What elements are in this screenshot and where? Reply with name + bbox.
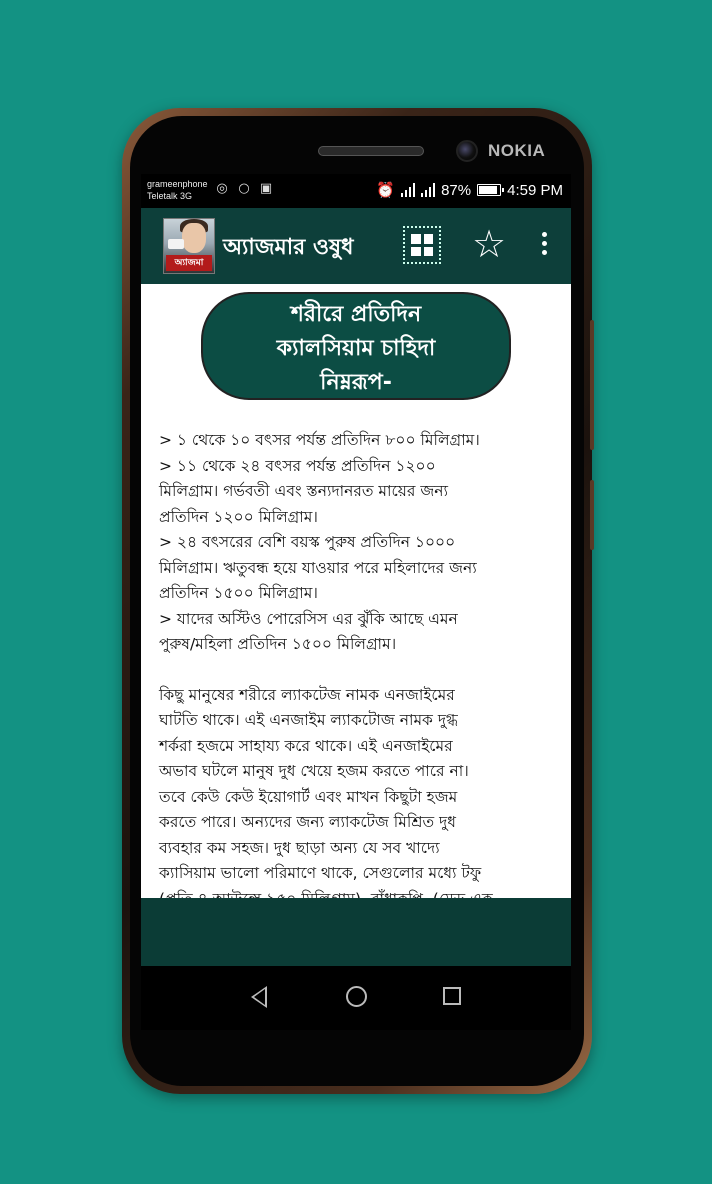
text-line: করতে পারে। অন্যদের জন্য ল্যাকটেজ মিশ্রিত দুধ — [159, 813, 456, 831]
system-status — [376, 181, 563, 199]
text-line: ঘাটতি থাকে। এই এনজাইম ল্যাকটোজ নামক দুগ্ধ — [159, 711, 458, 729]
battery-icon — [477, 184, 501, 196]
signal-strength-icon-1 — [401, 183, 415, 197]
star-icon: ☆ — [471, 222, 507, 266]
power-button — [590, 320, 594, 450]
alarm-icon: ⏰ — [376, 182, 396, 199]
text-line: প্রতিদিন ১২০০ মিলিগ্রাম। — [159, 507, 318, 526]
image-notification-icon: ▣ — [259, 181, 273, 196]
ad-banner-area — [141, 898, 571, 966]
text-line: ক্যাসিয়াম ভালো পরিমাণে থাকে, সেগুলোর মধ্যে টফু — [159, 864, 482, 882]
text-line: শর্করা হজমে সাহায্য করে থাকে। এই এনজাইমের — [159, 736, 453, 755]
more-vert-icon — [542, 232, 547, 237]
headline-line: ক্যালসিয়াম চাহিদা — [276, 336, 436, 361]
text-line: কিছু মানুষের শরীরে ল্যাকটেজ নামক এনজাইমের — [159, 685, 455, 704]
app-title: অ্যাজমার ওষুধ — [223, 235, 354, 260]
recent-apps-icon[interactable] — [443, 987, 461, 1005]
text-line: তবে কেউ কেউ ইয়োগার্ট এবং মাখন কিছুটা হজম — [159, 787, 458, 806]
grid-icon — [411, 234, 421, 244]
clock: 4:59 PM — [507, 181, 563, 199]
article-body — [159, 428, 559, 912]
back-icon[interactable] — [251, 986, 267, 1008]
headline-line: শরীরে প্রতিদিন — [290, 302, 422, 327]
app-logo[interactable] — [163, 218, 215, 274]
navigation-bar — [141, 966, 571, 1030]
grid-menu-button[interactable] — [403, 226, 441, 264]
notification-icons — [215, 182, 273, 196]
carrier-info — [147, 178, 208, 202]
text-line: মিলিগ্রাম। গর্ভবতী এবং স্তন্যদানরত মায়ের জন্য — [159, 482, 448, 500]
signal-strength-icon-2 — [421, 183, 435, 197]
front-camera — [456, 140, 478, 162]
text-line: ব্যবহার কম সহজ। দুধ ছাড়া অন্য যে সব খাদ্যে — [159, 838, 440, 857]
text-line: > ১১ থেকে ২৪ বৎসর পর্যন্ত প্রতিদিন ১২০০ — [159, 456, 436, 475]
text-line: অভাব ঘটলে মানুষ দুধ খেয়ে হজম করতে পারে না। — [159, 762, 469, 780]
earpiece-speaker — [318, 146, 424, 156]
camera-notification-icon: ◎ — [216, 181, 228, 196]
messenger-notification-icon: ○ — [238, 181, 250, 196]
carrier-secondary: Teletalk 3G — [147, 191, 193, 201]
text-line: > ১ থেকে ১০ বৎসর পর্যন্ত প্রতিদিন ৮০০ মিলিগ্রাম। — [159, 431, 480, 449]
text-line: পুরুষ/মহিলা প্রতিদিন ১৫০০ মিলিগ্রাম। — [159, 635, 397, 653]
headline-line: নিম্নরূপ- — [320, 370, 392, 395]
screen — [141, 174, 571, 1030]
text-line: > ২৪ বৎসরের বেশি বয়স্ক পুরুষ প্রতিদিন ১০০০ — [159, 533, 456, 551]
carrier-primary: grameenphone — [147, 179, 208, 189]
brand-logo: NOKIA — [488, 141, 546, 160]
overflow-menu-button[interactable] — [537, 232, 551, 260]
article-content[interactable] — [141, 284, 571, 898]
inhaler-icon — [168, 239, 184, 249]
headline-banner — [201, 292, 511, 400]
home-icon[interactable] — [346, 986, 367, 1007]
text-line: > যাদের অস্টিও পোরেসিস এর ঝুঁকি আছে এমন — [159, 609, 458, 628]
logo-label: অ্যাজমা — [166, 255, 212, 271]
text-line: প্রতিদিন ১৫০০ মিলিগ্রাম। — [159, 584, 318, 602]
favorite-star-button[interactable] — [469, 224, 509, 264]
volume-button — [590, 480, 594, 550]
battery-percent: 87% — [441, 181, 472, 199]
text-line: মিলিগ্রাম। ঋতুবন্ধ হয়ে যাওয়ার পরে মহিলাদের জন্য — [159, 558, 477, 577]
status-bar — [141, 174, 571, 208]
app-toolbar — [141, 208, 571, 284]
